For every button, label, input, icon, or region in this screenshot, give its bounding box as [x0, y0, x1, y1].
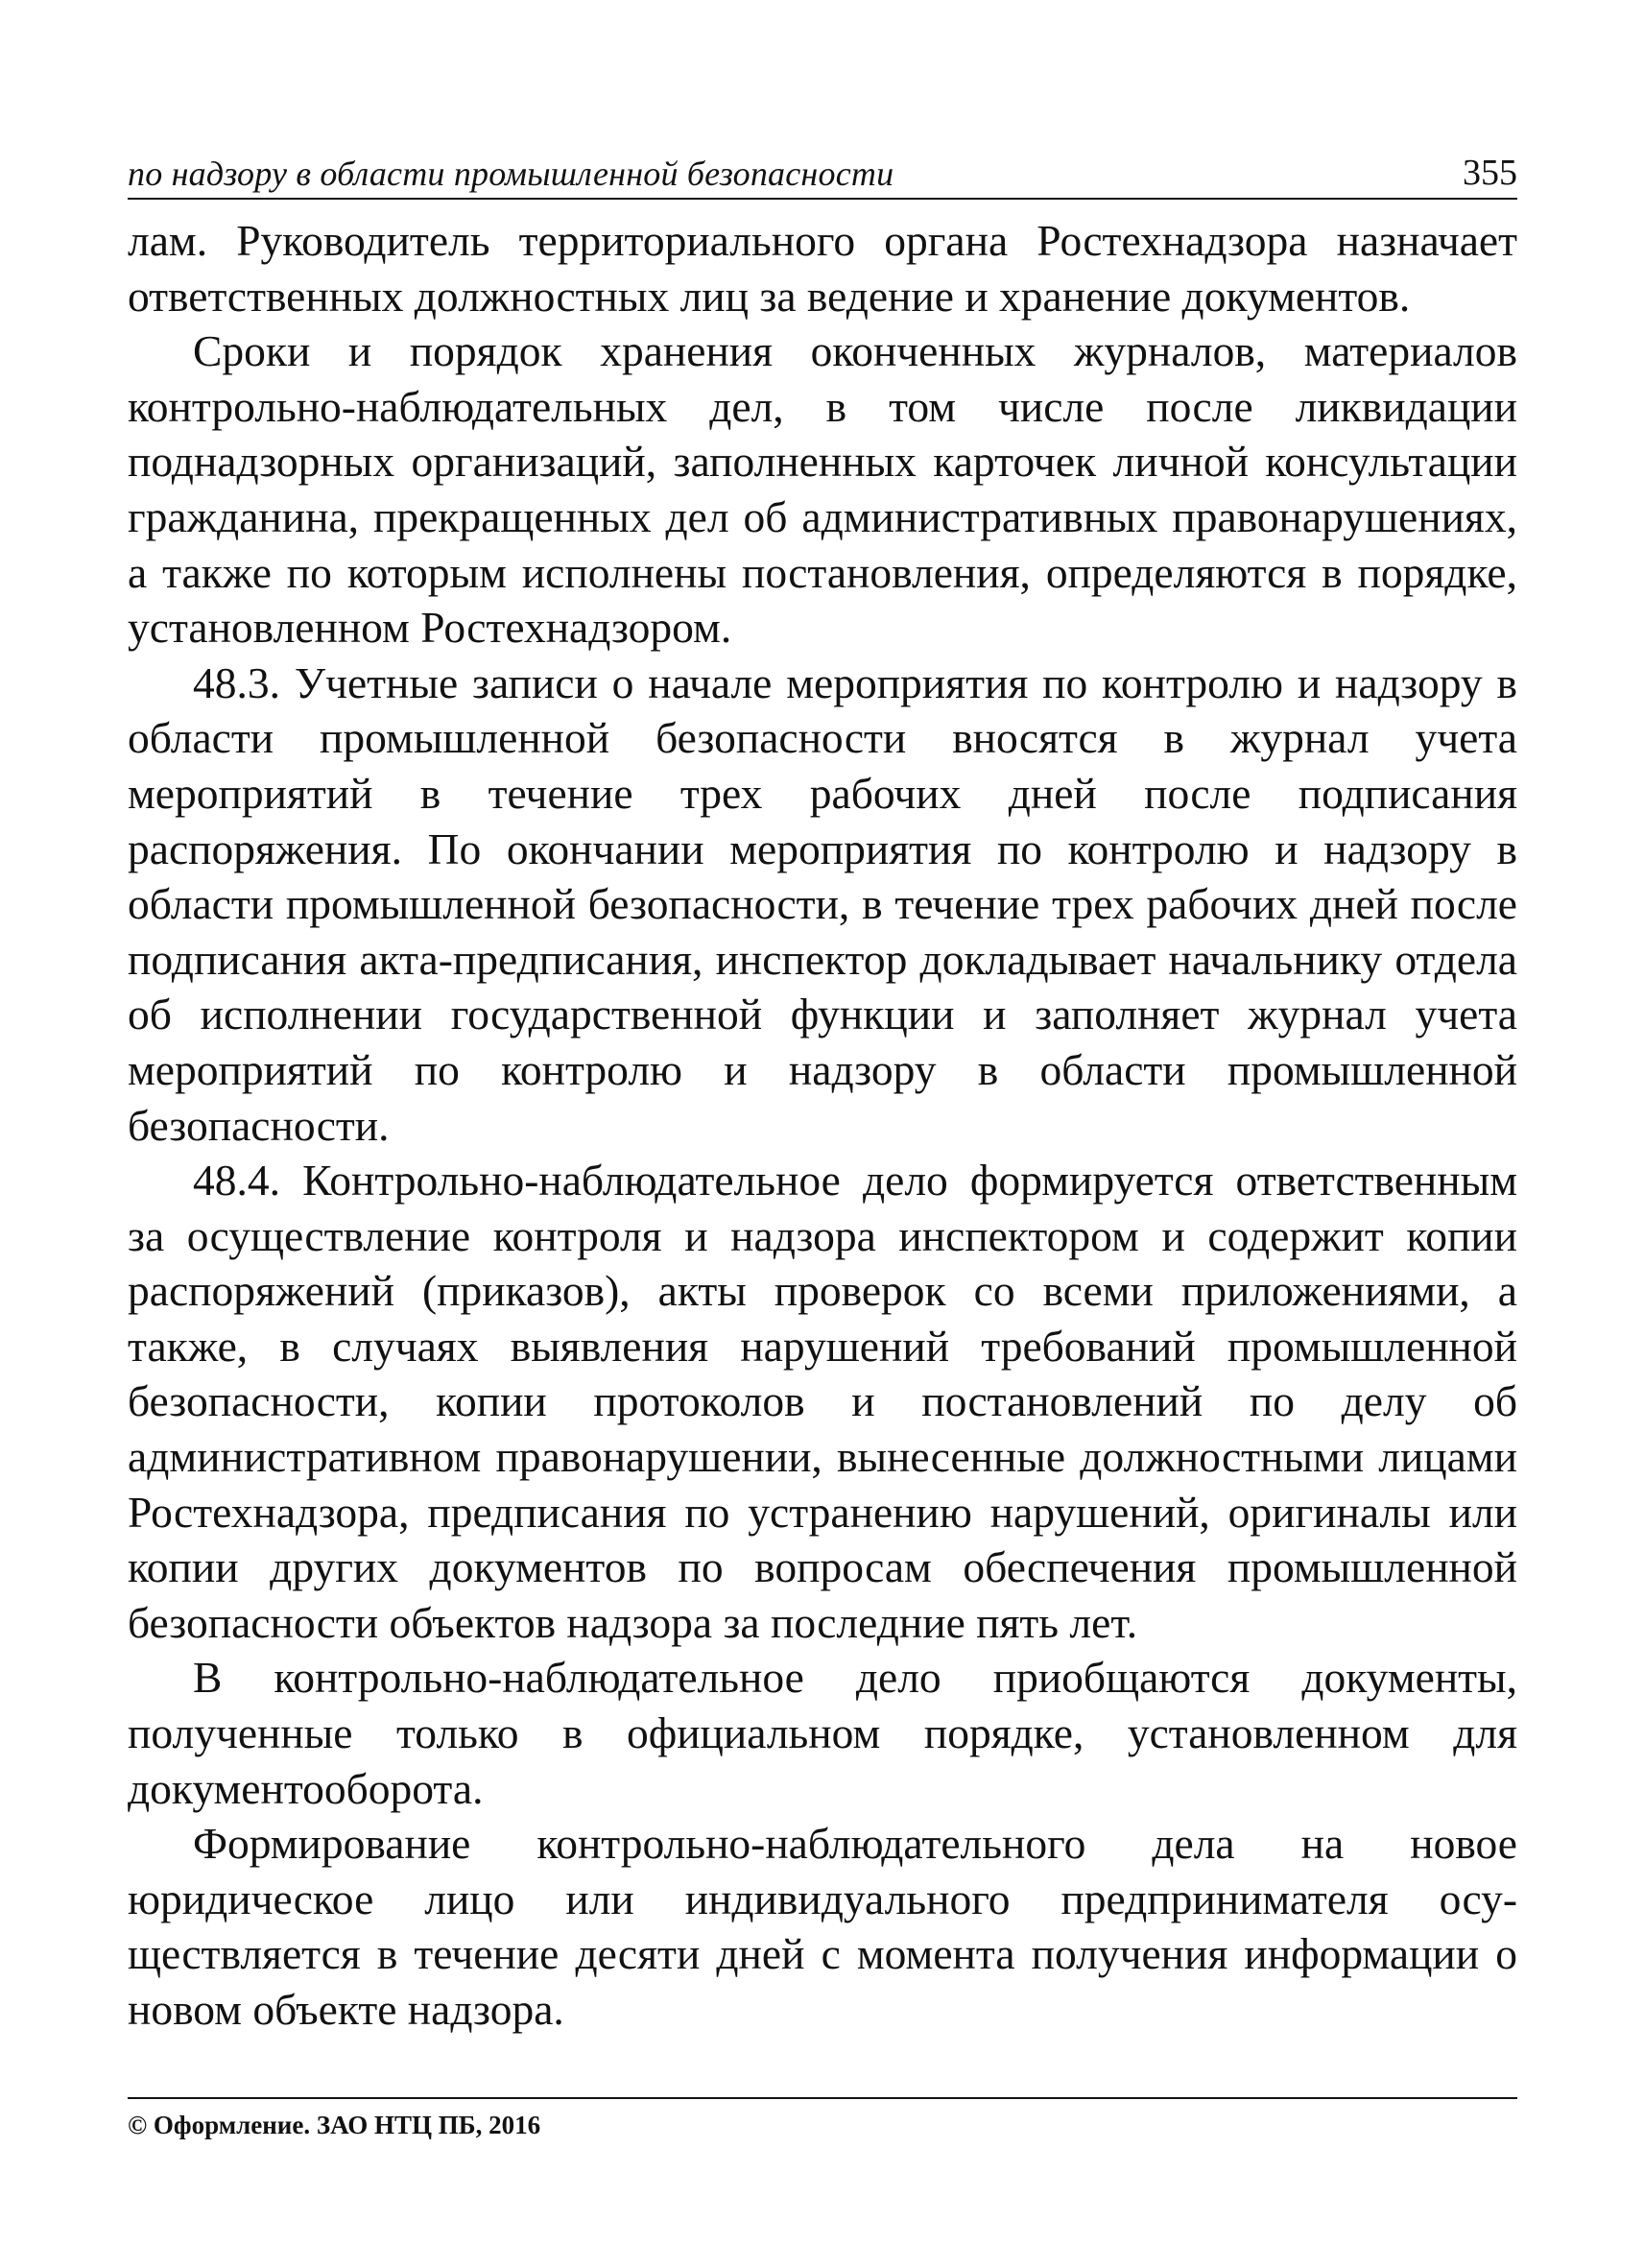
paragraph-48-4: 48.4. Контрольно-наблюдательное дело формируется ответственным за осуществление контроля и надзора инспектором и содержит копии распоряжений (приказов), акты проверок со всеми приложениями, а также, в случаях выявления нарушений требований промышленной безопасности, копии протоколов и постановлений по делу об административном правонарушении, вынесенные должностными лицами Ростехнадзора, предписания по устранению нарушений, оригиналы или копии других документов по вопросам обеспечения промышленной безопасности объектов надзора за последние пять лет.	[128, 1156, 1517, 1647]
running-header	[128, 134, 1517, 200]
running-header-title: по надзору в области промышленной безопасности	[128, 155, 894, 193]
body-text	[128, 213, 1517, 2038]
paragraph-official-documents: В контрольно-наблюдательное дело приобщаются документы, полученные только в официальном порядке, установленном для документооборота.	[128, 1653, 1517, 1813]
paragraph-48-3: 48.3. Учетные записи о начале мероприятия по контролю и надзору в области промышленной безопасности вносятся в журнал учета мероприятий в течение трех рабочих дней после подписания распоряжения. По окончании мероприятия по контролю и надзору в области промышленной безопасности, в течение трех рабочих дней после подписания акта-предписания, инспектор докладывает начальнику отдела об исполнении государственной функции и заполняет журнал учета мероприятий по контролю и надзору в области промышленной безопасности.	[128, 657, 1517, 1150]
page-footer	[128, 2097, 1517, 2140]
paragraph-new-entity: Формирование контрольно-наблюдательного дела на новое юридическое лицо или индивидуального предпринимателя осуществляется в течение десяти дней с момента получения информации о новом объекте надзора.	[128, 1819, 1517, 2034]
paragraph-continuation: лам. Руководитель территориального органа Ростехнадзора назначает ответственных должностных лиц за ведение и хранение документов.	[128, 216, 1517, 321]
page-number: 355	[1463, 153, 1517, 193]
document-page	[128, 134, 1517, 2038]
paragraph-storage-terms: Сроки и порядок хранения оконченных журналов, материалов контрольно-наблюдательных дел, в том числе после ликвидации поднадзорных организаций, заполненных карточек личной консультации гражданина, прекращенных дел об административных правонарушениях, а также по которым исполнены постановления, определяются в порядке, установленном Ростехнадзором.	[128, 326, 1517, 653]
copyright-notice: © Оформление. ЗАО НТЦ ПБ, 2016	[128, 2111, 541, 2139]
